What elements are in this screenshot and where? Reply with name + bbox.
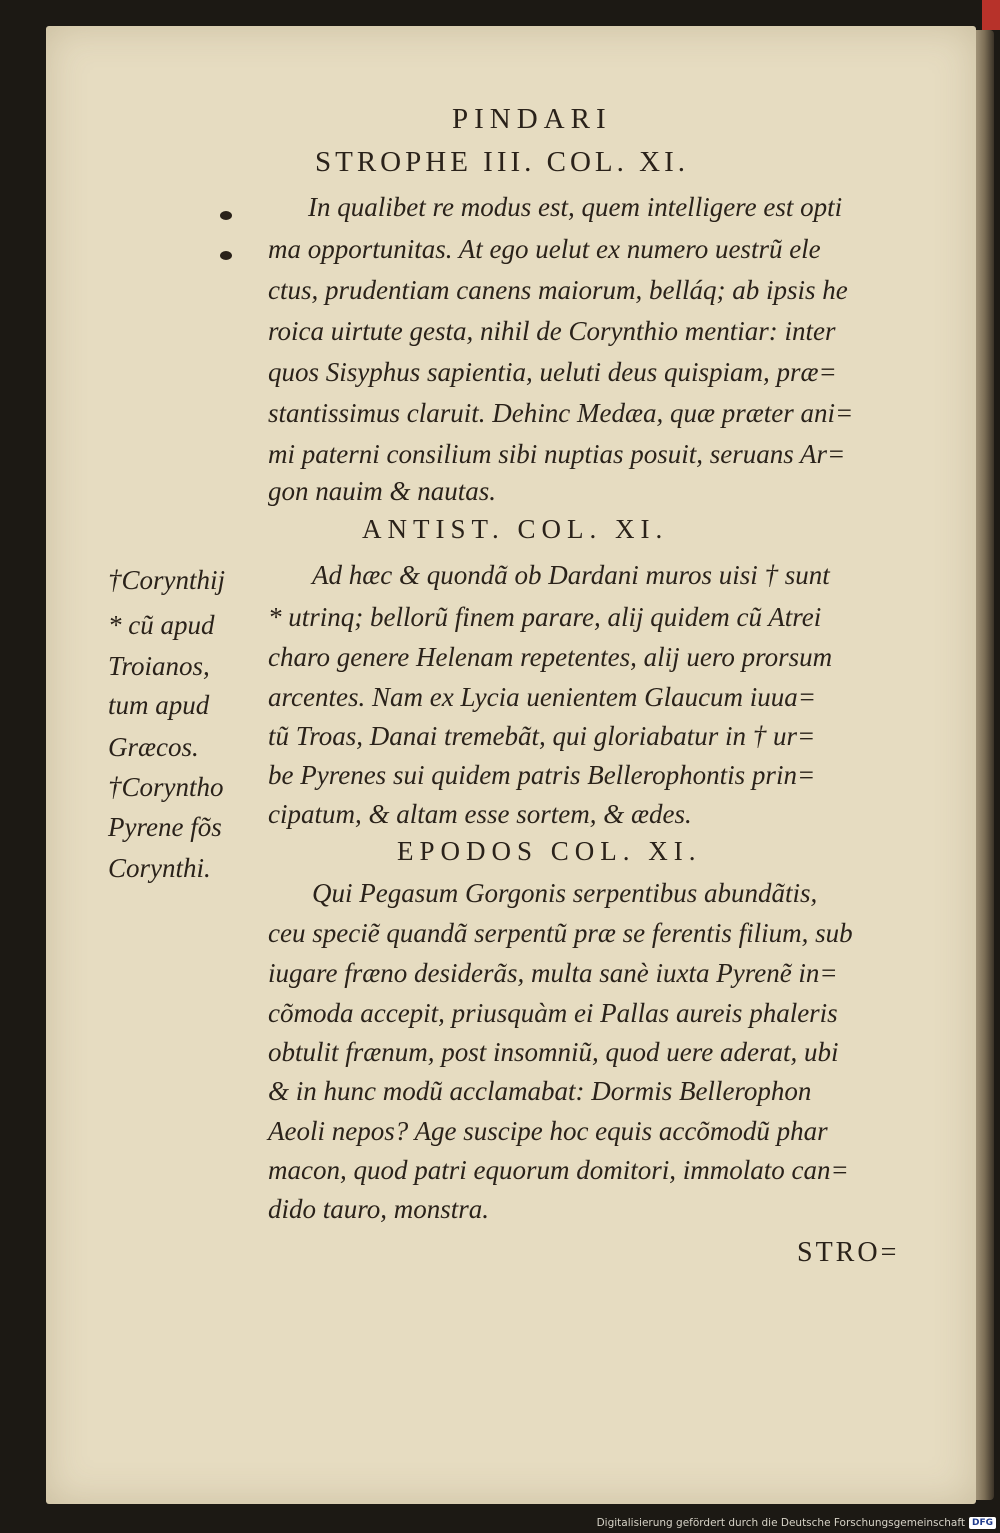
text-line: iugare fræno desiderãs, multa sanè iuxta Pyrenẽ in= — [268, 958, 838, 988]
catchword: STRO= — [797, 1237, 900, 1268]
marginal-note-line: Græcos. — [108, 732, 199, 762]
text-line: stantissimus claruit. Dehinc Medæa, quæ præter ani= — [268, 398, 854, 428]
text-line: gon nauim & nautas. — [268, 476, 497, 506]
text-line: * utrinq; bellorũ finem parare, alij quidem cũ Atrei — [268, 602, 822, 632]
text-line: macon, quod patri equorum domitori, immolato can= — [268, 1155, 849, 1185]
marginal-note-line: †Corynthij — [108, 565, 226, 595]
text-line: arcentes. Nam ex Lycia uenientem Glaucum iuua= — [268, 682, 817, 712]
text-line: tũ Troas, Danai tremebãt, qui gloriabatur in † ur= — [268, 721, 816, 751]
margin-marker — [220, 211, 232, 220]
marginal-note-line: Corynthi. — [108, 853, 211, 883]
text-line: mi paterni consilium sibi nuptias posuit, seruans Ar= — [268, 439, 846, 469]
footer-credit: Digitalisierung gefördert durch die Deutsche Forschungsgemeinschaft — [596, 1517, 965, 1529]
strophe-heading: STROPHE III. COL. XI. — [315, 146, 689, 178]
dfg-logo: DFG — [969, 1517, 996, 1529]
marginal-note-line: Pyrene fõs — [108, 812, 222, 842]
marginal-note-line: Troianos, — [108, 651, 210, 681]
text-line: roica uirtute gesta, nihil de Corynthio mentiar: inter — [268, 316, 836, 346]
text-line: quos Sisyphus sapientia, ueluti deus quispiam, præ= — [268, 357, 837, 387]
text-line: & in hunc modũ acclamabat: Dormis Bellerophon — [268, 1076, 812, 1106]
text-line: ctus, prudentiam canens maiorum, belláq; ab ipsis he — [268, 275, 848, 305]
footer-bar — [596, 1513, 1000, 1533]
marginal-note-line: * cũ apud — [108, 610, 215, 640]
margin-marker — [220, 251, 232, 260]
text-line: cipatum, & altam esse sortem, & ædes. — [268, 799, 692, 829]
text-line: cõmoda accepit, priusquàm ei Pallas aureis phaleris — [268, 998, 838, 1028]
text-line: Aeoli nepos? Age suscipe hoc equis accõmodũ phar — [268, 1116, 828, 1146]
text-line: Qui Pegasum Gorgonis serpentibus abundãtis, — [312, 878, 818, 908]
text-line: Ad hæc & quondã ob Dardani muros uisi † sunt — [312, 560, 830, 590]
text-line: obtulit frænum, post insomniũ, quod uere aderat, ubi — [268, 1037, 839, 1067]
text-line: charo genere Helenam repetentes, alij uero prorsum — [268, 642, 833, 672]
marginal-note-line: †Coryntho — [108, 772, 224, 802]
text-line: ceu speciẽ quandã serpentũ præ se ferentis filium, sub — [268, 918, 853, 948]
epodos-heading: EPODOS COL. XI. — [397, 836, 702, 866]
running-head: PINDARI — [452, 103, 612, 135]
text-line: In qualibet re modus est, quem intelligere est opti — [308, 192, 843, 222]
text-line: dido tauro, monstra. — [268, 1194, 490, 1224]
text-line: be Pyrenes sui quidem patris Bellerophontis prin= — [268, 760, 816, 790]
text-line: ma opportunitas. At ego uelut ex numero uestrũ ele — [268, 234, 821, 264]
edge-tab — [982, 0, 1000, 30]
antistrophe-heading: ANTIST. COL. XI. — [362, 514, 669, 544]
marginal-note-line: tum apud — [108, 690, 210, 720]
